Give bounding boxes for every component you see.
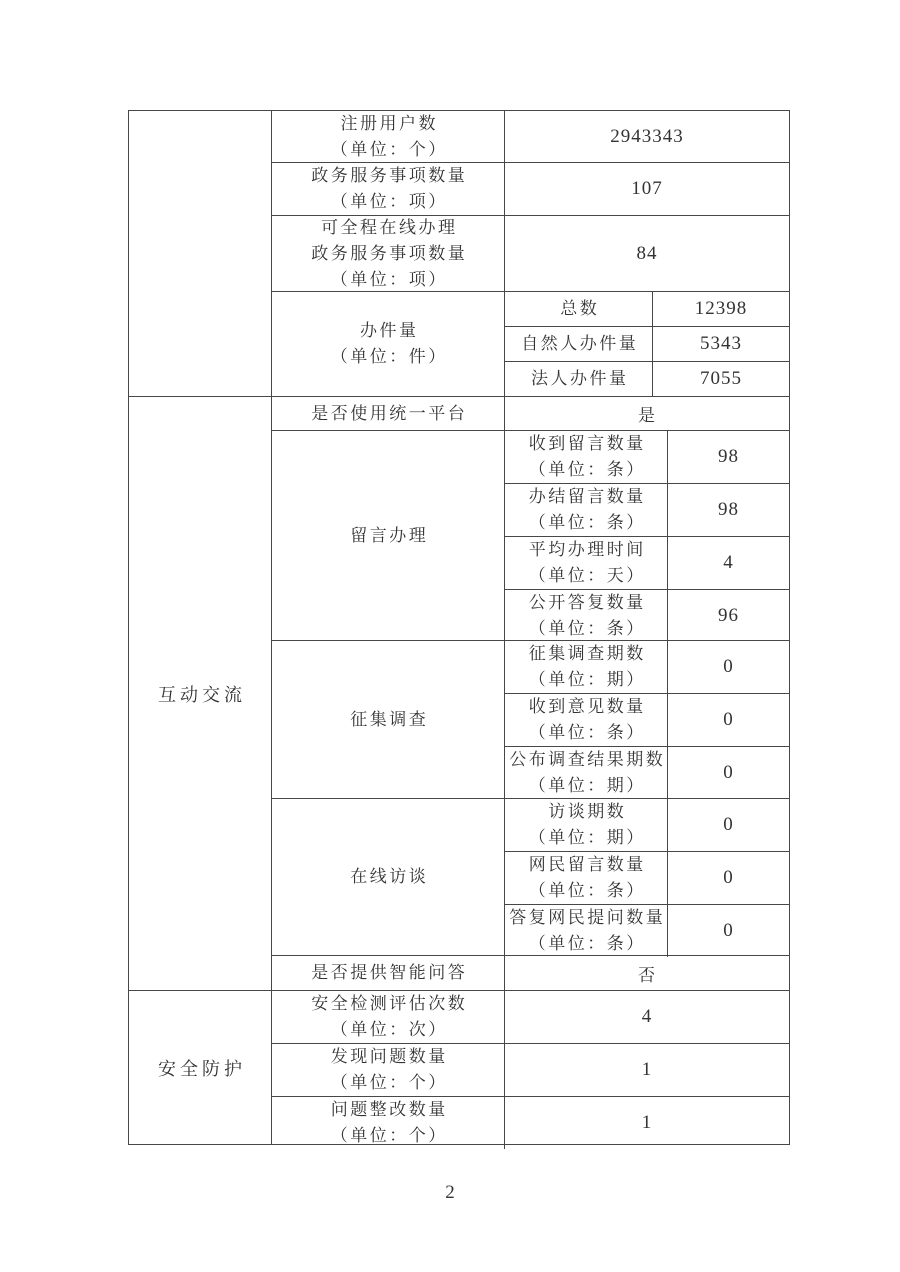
row-value: 1 (641, 1059, 653, 1080)
subrow-label (505, 327, 653, 361)
row-label-line: 是否提供智能问答 (311, 963, 468, 982)
subrow-label (505, 852, 668, 904)
subrow-label (505, 431, 668, 483)
subrow-label (505, 484, 668, 536)
subrow-label-line: 征集调查期数 (528, 644, 646, 663)
subrow-value: 0 (723, 656, 734, 677)
subrow-label-line: 公开答复数量 (528, 593, 646, 612)
page-number: 2 (445, 1182, 455, 1203)
subrow-label-unit: （单位：条） (528, 881, 646, 900)
table-section-interaction (129, 397, 789, 991)
row-label (272, 216, 505, 291)
subrow-label-line: 平均办理时间 (528, 540, 646, 559)
statistics-table (128, 110, 790, 1145)
subtable-row (505, 799, 789, 852)
subrow-value: 96 (718, 605, 739, 626)
table-row (272, 216, 789, 292)
row-label-line: 是否使用统一平台 (311, 403, 468, 423)
row-label-line: 安全检测评估次数 (311, 994, 468, 1013)
subrow-value: 4 (723, 552, 734, 573)
row-label (272, 397, 505, 430)
subrow-label (505, 537, 668, 589)
subrow-value: 0 (723, 814, 734, 835)
row-label-unit: （单位：个） (330, 1073, 448, 1092)
row-value: 2943343 (610, 125, 684, 147)
row-value: 否 (638, 965, 656, 985)
subrow-label-line: 法人办件量 (531, 369, 629, 388)
subrow-value: 0 (723, 920, 734, 941)
subrow-label (505, 799, 668, 851)
row-label (272, 799, 505, 955)
section-rows (272, 991, 789, 1144)
row-label (272, 1044, 505, 1096)
row-label-line: 政务服务事项数量 (311, 243, 468, 263)
row-label-unit: （单位：个） (330, 1126, 448, 1145)
subrow-label-unit: （单位：条） (528, 723, 646, 742)
row-label (272, 1097, 505, 1149)
subtable-row (505, 292, 789, 327)
subrow-label-unit: （单位：条） (528, 513, 646, 532)
subrow-label-line: 网民留言数量 (528, 855, 646, 874)
row-label (272, 292, 505, 396)
subrow-label-line: 公布调查结果期数 (509, 750, 666, 769)
group-cell-empty (129, 111, 272, 396)
row-label-line: 办件量 (360, 321, 419, 340)
subrow-value: 0 (723, 709, 734, 730)
subtable (505, 799, 789, 955)
table-row (272, 1097, 789, 1149)
subrow-label-line: 办结留言数量 (528, 487, 646, 506)
row-label (272, 431, 505, 640)
subrow-value: 98 (718, 499, 739, 520)
table-section-security (129, 991, 789, 1144)
row-label-unit: （单位：项） (330, 192, 448, 211)
group-label-cell: 互动交流 (129, 397, 272, 990)
section-rows (272, 111, 789, 396)
subtable-row (505, 852, 789, 905)
row-label (272, 163, 505, 215)
row-label-line: 政务服务事项数量 (311, 166, 468, 185)
subrow-label (505, 747, 668, 799)
row-label-unit: （单位：项） (330, 269, 448, 289)
subtable-row (505, 537, 789, 590)
subrow-label (505, 362, 653, 396)
subrow-label-unit: （单位：条） (528, 619, 646, 638)
subrow-label (505, 905, 668, 957)
subrow-value: 98 (718, 446, 739, 467)
table-row (272, 292, 789, 396)
subtable-row (505, 641, 789, 694)
subtable-row (505, 590, 789, 642)
table-row (272, 1044, 789, 1097)
table-row (272, 956, 789, 990)
subrow-label-unit: （单位：条） (528, 460, 646, 479)
subrow-label-line: 答复网民提问数量 (509, 908, 666, 927)
subrow-value: 5343 (700, 333, 742, 354)
subrow-label (505, 694, 668, 746)
row-label-line: 发现问题数量 (330, 1047, 448, 1066)
row-value: 84 (636, 242, 658, 264)
row-label-unit: （单位：件） (330, 347, 448, 366)
subtable-row (505, 905, 789, 957)
subrow-value: 0 (723, 762, 734, 783)
row-label-line: 可全程在线办理 (321, 217, 458, 237)
subtable-row (505, 484, 789, 537)
row-label-line: 在线访谈 (350, 867, 429, 886)
subrow-label-unit: （单位：期） (528, 828, 646, 847)
subrow-label (505, 292, 653, 326)
subtable-row (505, 327, 789, 362)
row-value: 107 (631, 178, 663, 199)
table-row (272, 431, 789, 641)
row-label-unit: （单位：次） (330, 1020, 448, 1039)
row-value: 4 (641, 1006, 653, 1027)
table-row (272, 799, 789, 956)
table-row (272, 641, 789, 799)
row-value: 是 (638, 406, 656, 425)
subrow-label-line: 收到意见数量 (528, 697, 646, 716)
table-row (272, 111, 789, 163)
subtable-row (505, 362, 789, 396)
subrow-label-unit: （单位：天） (528, 566, 646, 585)
subrow-label (505, 641, 668, 693)
row-value: 1 (641, 1112, 653, 1133)
subtable (505, 292, 789, 396)
subrow-label-unit: （单位：条） (528, 934, 646, 953)
row-label-line: 问题整改数量 (330, 1100, 448, 1119)
subrow-label-line: 总数 (560, 299, 600, 318)
row-label (272, 991, 505, 1043)
table-row (272, 397, 789, 431)
subtable-row (505, 431, 789, 484)
subtable (505, 431, 789, 640)
subrow-label-unit: （单位：期） (528, 776, 646, 795)
subrow-label-line: 收到留言数量 (528, 434, 646, 453)
table-row (272, 163, 789, 216)
row-label-line: 征集调查 (350, 709, 429, 729)
subtable (505, 641, 789, 798)
subrow-label (505, 590, 668, 642)
subrow-label-line: 自然人办件量 (521, 334, 639, 353)
subtable-row (505, 694, 789, 747)
row-label-unit: （单位：个） (330, 139, 448, 159)
section-rows (272, 397, 789, 990)
row-label (272, 956, 505, 990)
subtable-row (505, 747, 789, 799)
row-label (272, 111, 505, 162)
subrow-label-unit: （单位：期） (528, 670, 646, 689)
table-section-services (129, 111, 789, 397)
row-label (272, 641, 505, 798)
subrow-value: 12398 (694, 298, 748, 319)
group-label-cell: 安全防护 (129, 991, 272, 1144)
row-label-line: 留言办理 (350, 525, 429, 545)
subrow-value: 0 (723, 867, 734, 888)
table-row (272, 991, 789, 1044)
subrow-value: 7055 (700, 368, 742, 389)
subrow-label-line: 访谈期数 (548, 802, 627, 821)
row-label-line: 注册用户数 (340, 113, 438, 133)
